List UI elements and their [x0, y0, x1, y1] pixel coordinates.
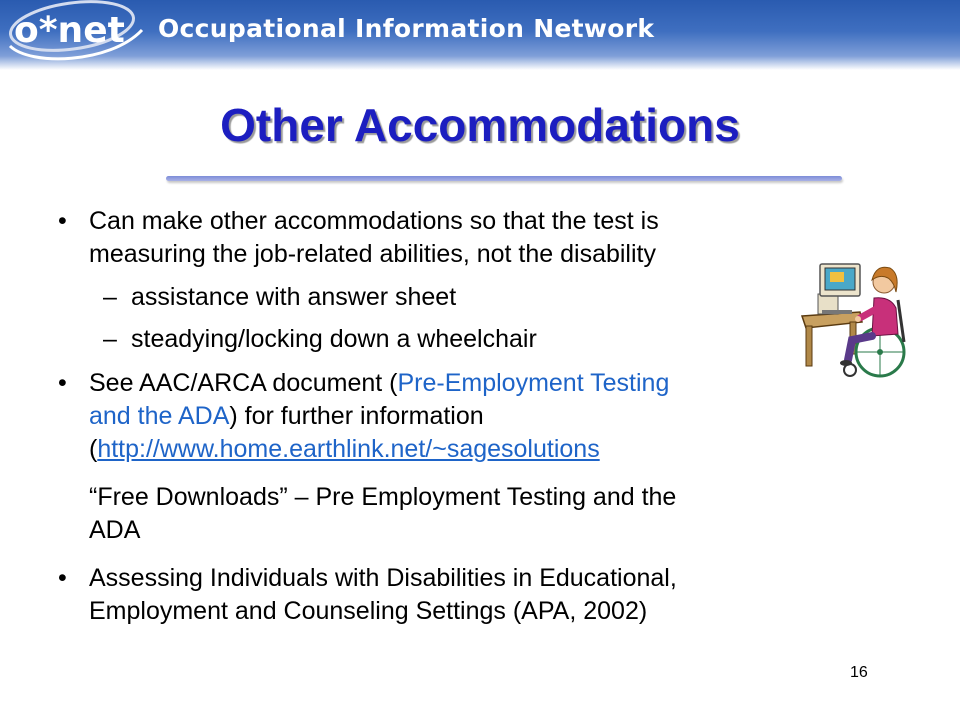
bullet-2-line-3	[89, 434, 600, 464]
slide-title: Other Accommodations	[220, 99, 740, 151]
bullet-1-line-2: measuring the job-related abilities, not the disability	[89, 240, 656, 268]
bullet-marker: •	[58, 207, 67, 235]
sagesolutions-link[interactable]: http://www.home.earthlink.net/~sagesolutions	[97, 435, 600, 463]
onet-logo-icon	[0, 0, 150, 70]
header-banner	[0, 0, 960, 70]
subitem-2: steadying/locking down a wheelchair	[131, 325, 537, 353]
bullet-3-line-1: Assessing Individuals with Disabilities in Educational,	[89, 564, 677, 592]
dash-marker: –	[103, 325, 117, 353]
bullet-2-line-1	[89, 368, 669, 398]
bullet-marker: •	[58, 564, 67, 592]
bullet-marker: •	[58, 369, 67, 397]
dash-marker: –	[103, 283, 117, 311]
free-downloads-line-1: “Free Downloads” – Pre Employment Testing and the	[89, 483, 677, 511]
free-downloads-line-2: ADA	[89, 516, 141, 544]
document-title-text: Pre-Employment Testing	[397, 369, 670, 397]
open-paren: (	[89, 435, 98, 463]
bullet-1-line-1: Can make other accommodations so that the test is	[89, 207, 659, 235]
subitem-1: assistance with answer sheet	[131, 283, 457, 311]
bullet-2-text-cont: ) for further information	[229, 402, 484, 430]
bullet-2-line-2	[89, 401, 484, 431]
bullet-3-line-2: Employment and Counseling Settings (APA, 2002)	[89, 597, 648, 625]
logo-text: o*net	[14, 10, 125, 51]
wheelchair-computer-user-icon	[800, 252, 920, 382]
title-divider	[166, 176, 842, 181]
bullet-2-text: See AAC/ARCA document (	[89, 369, 398, 397]
page-number: 16	[850, 664, 868, 681]
document-title-text-cont: and the ADA	[89, 402, 230, 430]
network-name: Occupational Information Network	[158, 14, 655, 43]
